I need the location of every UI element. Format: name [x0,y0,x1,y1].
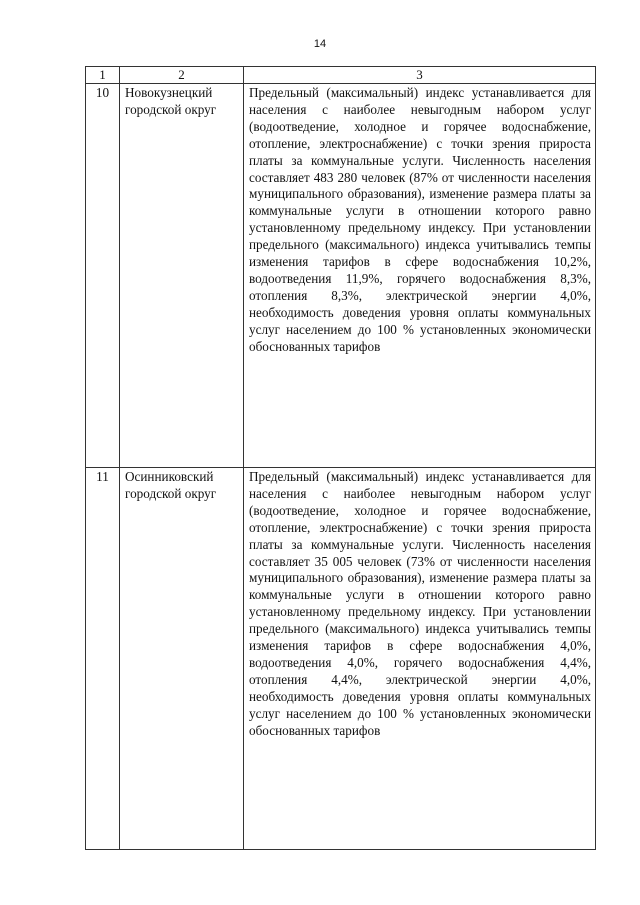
table-header-row [86,67,596,84]
row-number: 11 [86,468,120,850]
index-description-text: Предельный (максимальный) индекс устанавливается для населения с наиболее невыгодным набором услуг (водоотведение, холодное и горячее водоснабжение, отопление, электроснабжение) с точки зрения прироста платы за коммунальные услуги. Численность населения составляет 35 005 человек (73% от численности населения муниципального образования), изменение размера платы за коммунальные услуги в отношении которого равно установленному предельному индексу. При установлении предельного (максимального) индекса учитывались темпы изменения тарифов в сфере водоснабжения 4,0%, водоотведения 4,0%, горячего водоснабжения 4,4%, отопления 4,4%, электрической энергии 4,0%, необходимость доведения уровня оплаты коммунальных услуг населением до 100 % установленных экономически обоснованных тарифов [249,469,591,738]
table-row [86,468,596,850]
district-name: Осинниковский городской округ [120,468,244,850]
index-description [244,468,596,850]
column-header-2: 2 [120,67,244,84]
row-number: 10 [86,84,120,468]
column-header-1: 1 [86,67,120,84]
table-row [86,84,596,468]
district-name: Новокузнецкий городской округ [120,84,244,468]
page-number: 14 [313,38,327,50]
index-description-text: Предельный (максимальный) индекс устанавливается для населения с наиболее невыгодным набором услуг (водоотведение, холодное и горячее водоснабжение, отопление, электроснабжение) с точки зрения прироста платы за коммунальные услуги. Численность населения составляет 483 280 человек (87% от численности населения муниципального образования), изменение размера платы за коммунальные услуги в отношении которого равно установленному предельному индексу. При установлении предельного (максимального) индекса учитывались темпы изменения тарифов в сфере водоснабжения 10,2%, водоотведения 11,9%, горячего водоснабжения 8,3%, отопления 8,3%, электрической энергии 4,0%, необходимость доведения уровня оплаты коммунальных услуг населением до 100 % установленных экономически обоснованных тарифов [249,85,591,354]
column-header-3: 3 [244,67,596,84]
tariff-index-table [85,66,596,850]
index-description [244,84,596,468]
